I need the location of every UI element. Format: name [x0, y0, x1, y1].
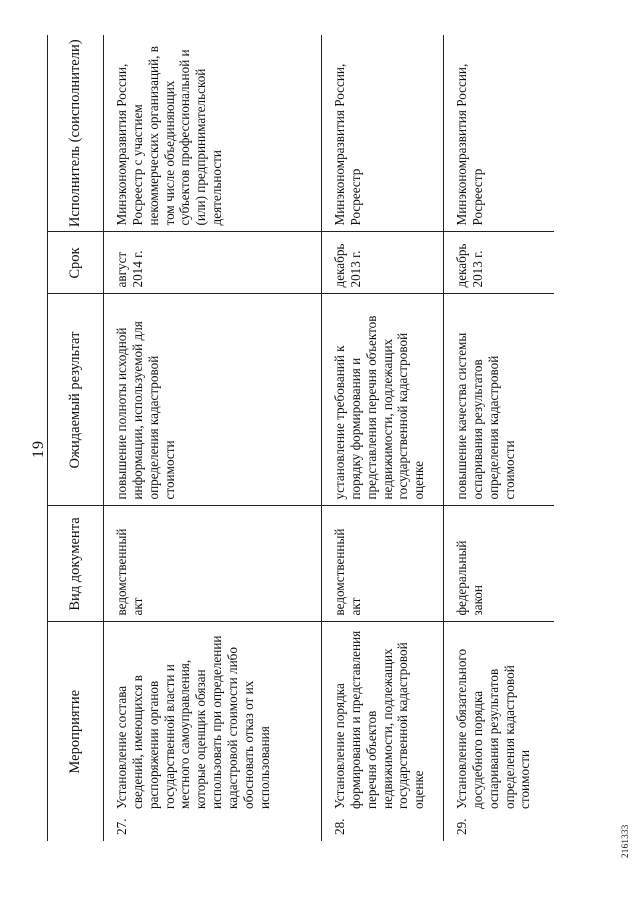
cell-measure	[444, 622, 554, 841]
row-number: 27.	[114, 818, 129, 835]
cell-deadline: декабрь 2013 г.	[444, 232, 554, 294]
document-page	[0, 18, 640, 868]
table-row	[104, 35, 322, 841]
cell-measure	[104, 622, 322, 841]
document-stamp: 2161333	[620, 824, 630, 858]
header-result: Ожидаемый результат	[48, 294, 104, 506]
cell-doc-type: ведомственный акт	[322, 506, 444, 622]
measure-text: Установление порядка формирования и представления перечня объектов недвижимости, подлежащих государственной кадастровой оценке	[332, 630, 427, 809]
header-deadline: Срок	[48, 232, 104, 294]
measure-text: Установление обязательного досудебного порядка оспаривания результатов определения кадастровой стоимости	[454, 648, 533, 809]
header-doc-type: Вид документа	[48, 506, 104, 622]
table-row	[322, 35, 444, 841]
cell-executor: Минэкономразвития России, Росреестр	[444, 35, 554, 232]
cell-measure	[322, 622, 444, 841]
cell-doc-type: федеральный закон	[444, 506, 554, 622]
cell-executor: Минэкономразвития России, Росреестр	[322, 35, 444, 232]
action-plan-table	[47, 35, 554, 841]
cell-executor: Минэкономразвития России, Росреестр с участием некоммерческих организаций, в том числе объединяющих субъектов профессиональной и (или) предпринимательской деятельности	[104, 35, 322, 232]
cell-result: установление требований к порядку формирования и представления перечня объектов недвижимости, подлежащих государственной кадастровой оценке	[322, 294, 444, 506]
page-number: 19	[30, 440, 47, 458]
cell-doc-type: ведомственный акт	[104, 506, 322, 622]
row-number: 28.	[332, 818, 347, 835]
cell-deadline: декабрь 2013 г.	[322, 232, 444, 294]
cell-deadline: август 2014 г.	[104, 232, 322, 294]
header-measure: Мероприятие	[48, 622, 104, 841]
row-number: 29.	[454, 818, 469, 835]
cell-result: повышение качества системы оспаривания результатов определения кадастровой стоимости	[444, 294, 554, 506]
table-header-row	[48, 35, 104, 841]
header-executor: Исполнитель (соисполнители)	[48, 35, 104, 232]
measure-text: Установление состава сведений, имеющихся в распоряжении органов государственной власти и местного самоуправления, которые оценщик обязан использовать при определении кадастровой стоимости либо обосновать отказ от их использования	[114, 635, 272, 809]
table-row	[444, 35, 554, 841]
cell-result: повышение полноты исходной информации, используемой для определения кадастровой стоимости	[104, 294, 322, 506]
